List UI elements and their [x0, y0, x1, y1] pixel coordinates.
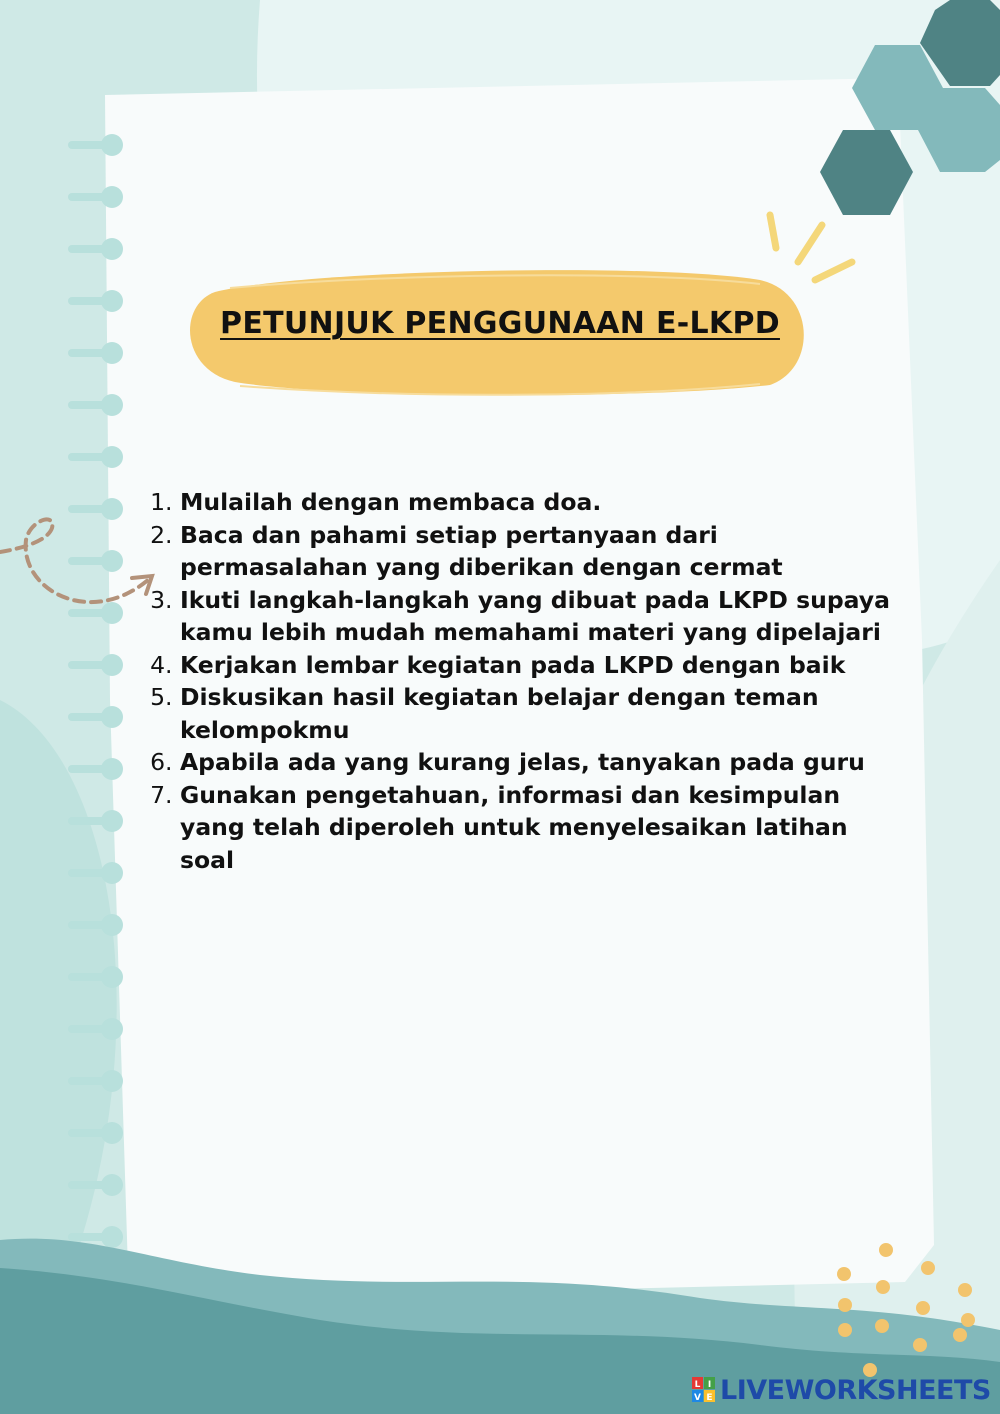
svg-text:L: L [694, 1380, 701, 1390]
instruction-list [150, 486, 900, 876]
list-item: 2. Baca dan pahami setiap pertanyaan dari permasalahan yang diberikan dengan cermat [180, 519, 900, 584]
page-title: PETUNJUK PENGGUNAAN E-LKPD [220, 306, 780, 341]
svg-text:V: V [694, 1393, 701, 1403]
list-item: 7. Gunakan pengetahuan, informasi dan kesimpulan yang telah diperoleh untuk menyelesaikan latihan soal [180, 779, 900, 877]
svg-text:E: E [706, 1393, 713, 1403]
list-item: 6. Apabila ada yang kurang jelas, tanyakan pada guru [180, 746, 900, 779]
list-item: 3. Ikuti langkah-langkah yang dibuat pada LKPD supaya kamu lebih mudah memahami materi yang dipelajari [180, 584, 900, 649]
brand-text: LIVEWORKSHEETS [720, 1374, 991, 1406]
list-item: 4. Kerjakan lembar kegiatan pada LKPD dengan baik [180, 649, 900, 682]
list-item: 5. Diskusikan hasil kegiatan belajar dengan teman kelompokmu [180, 681, 900, 746]
svg-text:I: I [707, 1380, 712, 1390]
liveworksheets-brand[interactable] [692, 1376, 991, 1404]
list-item: 1. Mulailah dengan membaca doa. [180, 486, 900, 519]
liveworksheets-logo-icon [692, 1377, 716, 1403]
